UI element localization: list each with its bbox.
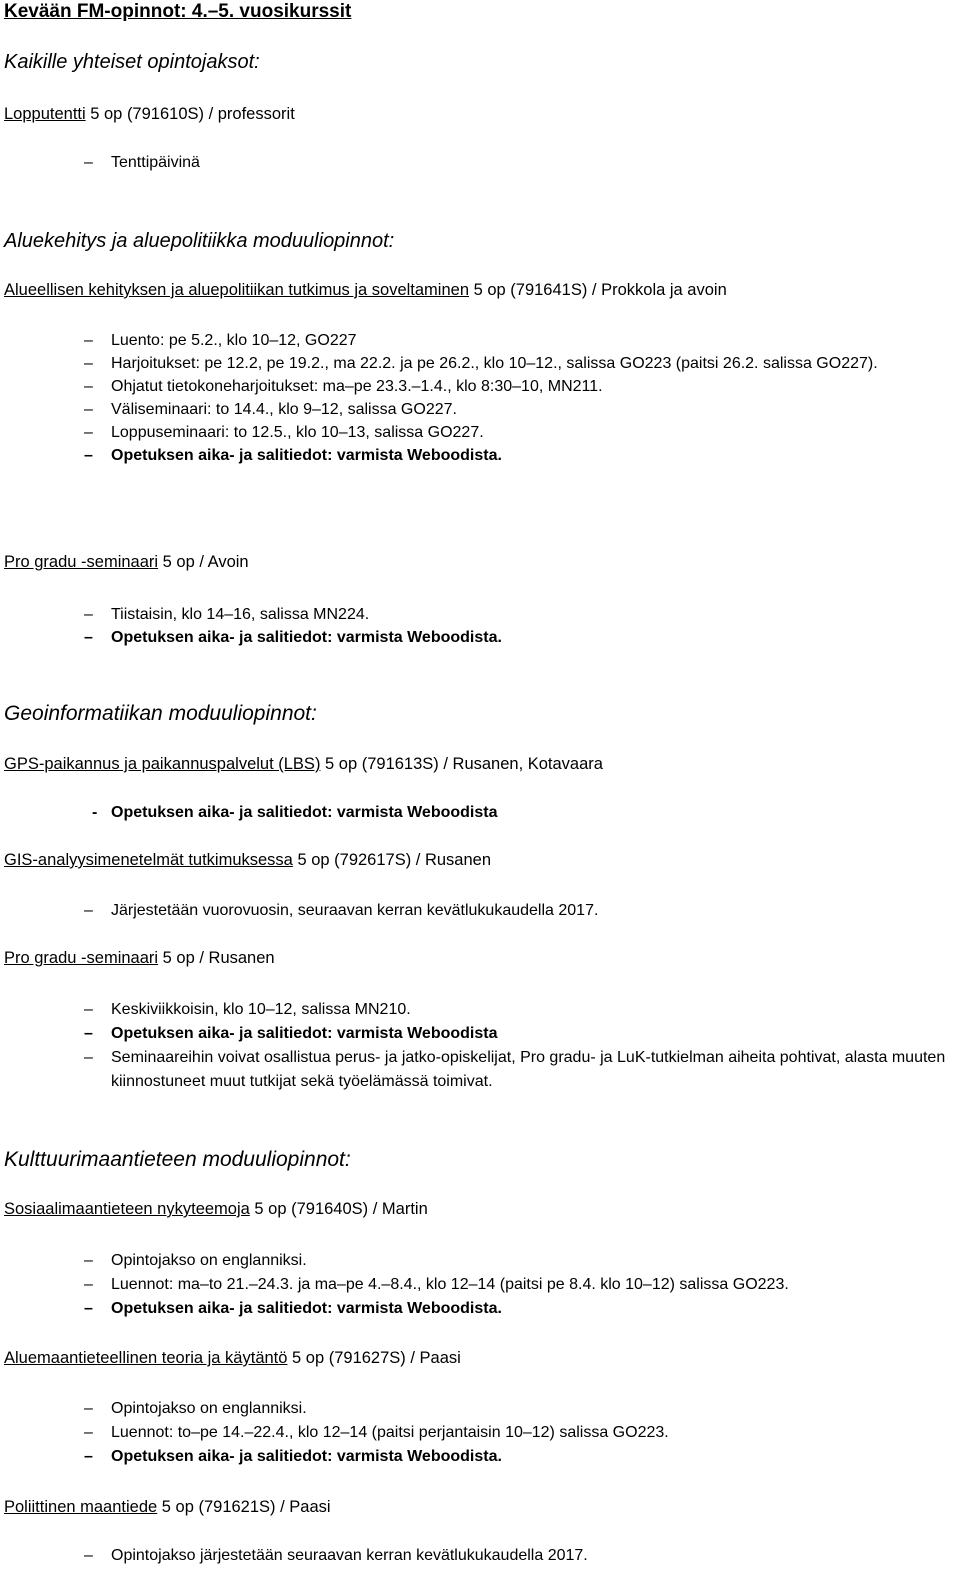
list-item: – Opintojakso järjestetään seuraavan kerran kevätlukukaudella 2017. [84, 1547, 588, 1564]
course-link-progradu-avoin[interactable]: Pro gradu -seminaari [4, 553, 159, 571]
list-item: – Luennot: to–pe 14.–22.4., klo 12–14 (paitsi perjantaisin 10–12) salissa GO223. [0, 1421, 669, 1445]
bullet-list-aluemaantiede [0, 1397, 669, 1469]
course-link-aluemaantiede[interactable]: Aluemaantieteellinen teoria ja käytäntö [4, 1349, 288, 1367]
dash-icon: – [84, 332, 93, 349]
course-link-gps[interactable]: GPS-paikannus ja paikannuspalvelut (LBS) [4, 755, 321, 773]
list-item: – Tenttipäivinä [84, 154, 200, 171]
list-item: – Loppuseminaari: to 12.5., klo 10–13, salissa GO227. [0, 421, 951, 444]
section-heading-kulttuurimaantiede: Kulttuurimaantieteen moduuliopinnot: [4, 1148, 351, 1171]
list-item: – Luennot: ma–to 21.–24.3. ja ma–pe 4.–8.4., klo 12–14 (paitsi pe 8.4. klo 10–12) salissa GO223. [0, 1273, 789, 1297]
course-aluemaantiede: Aluemaantieteellinen teoria ja käytäntö 5 op (791627S) / Paasi [4, 1349, 461, 1367]
list-item: – Väliseminaari: to 14.4., klo 9–12, salissa GO227. [0, 398, 951, 421]
bullet-list-lopputentti [0, 153, 200, 173]
list-item: – Seminaareihin voivat osallistua perus- ja jatko-opiskelijat, Pro gradu- ja LuK-tutkielman aiheita pohtivat, alasta muuten kiinnostuneet muut tutkijat sekä työelämässä toimivat. [0, 1046, 951, 1094]
list-item: – Järjestetään vuorovuosin, seuraavan kerran kevätlukukaudella 2017. [84, 902, 599, 919]
dash-icon: – [84, 1400, 93, 1417]
list-item: – Opetuksen aika- ja salitiedot: varmista Weboodista. [0, 1297, 789, 1321]
list-item: – Harjoitukset: pe 12.2, pe 19.2., ma 22.2. ja pe 26.2., klo 10–12., salissa GO223 (paitsi 26.2. salissa GO227). [0, 352, 951, 375]
bullet-list-gis [0, 901, 598, 921]
dash-icon: – [84, 902, 93, 919]
dash-icon: – [84, 424, 93, 441]
dash-icon: – [84, 1252, 93, 1269]
dash-icon: – [84, 1547, 93, 1564]
list-item: – Opetuksen aika- ja salitiedot: varmista Weboodista. [0, 444, 951, 467]
dash-icon: – [84, 1448, 93, 1465]
page-title: Kevään FM-opinnot: 4.–5. vuosikurssit [4, 1, 352, 22]
course-link-gis[interactable]: GIS-analyysimenetelmät tutkimuksessa [4, 851, 293, 869]
list-item: - Opetuksen aika- ja salitiedot: varmista Weboodista [92, 804, 498, 821]
section-heading-yhteiset: Kaikille yhteiset opintojaksot: [4, 51, 260, 73]
course-link-poliittinen[interactable]: Poliittinen maantiede [4, 1498, 158, 1516]
list-item: – Tiistaisin, klo 14–16, salissa MN224. [0, 603, 502, 626]
dash-icon: – [84, 355, 93, 372]
dash-icon: – [84, 629, 93, 646]
bullet-list-gps [0, 803, 497, 823]
section-heading-geoinformatiikka: Geoinformatiikan moduuliopinnot: [4, 702, 317, 725]
list-item: – Opintojakso on englanniksi. [0, 1249, 789, 1273]
dash-icon: – [84, 1049, 93, 1066]
bullet-list-aluepolitiikka [0, 329, 951, 467]
bullet-list-progradu-rusanen [0, 998, 951, 1094]
list-item: – Opintojakso on englanniksi. [0, 1397, 669, 1421]
dash-icon: – [84, 1300, 93, 1317]
list-item: – Ohjatut tietokoneharjoitukset: ma–pe 23.3.–1.4., klo 8:30–10, MN211. [0, 375, 951, 398]
course-sosiaalimaantiede: Sosiaalimaantieteen nykyteemoja 5 op (791640S) / Martin [4, 1200, 428, 1218]
dash-icon: – [84, 378, 93, 395]
list-item: – Opetuksen aika- ja salitiedot: varmista Weboodista [0, 1022, 951, 1046]
hyphen-icon: - [92, 804, 98, 821]
list-item: – Opetuksen aika- ja salitiedot: varmista Weboodista. [0, 626, 502, 649]
course-link-progradu-rusanen[interactable]: Pro gradu -seminaari [4, 949, 159, 967]
course-link-sosiaalimaantiede[interactable]: Sosiaalimaantieteen nykyteemoja [4, 1200, 250, 1218]
bullet-list-poliittinen [0, 1546, 588, 1566]
course-poliittinen: Poliittinen maantiede 5 op (791621S) / Paasi [4, 1498, 331, 1516]
list-item: – Keskiviikkoisin, klo 10–12, salissa MN210. [0, 998, 951, 1022]
dash-icon: – [84, 154, 93, 171]
section-heading-aluekehitys: Aluekehitys ja aluepolitiikka moduuliopinnot: [4, 230, 395, 252]
bullet-list-sosiaalimaantiede [0, 1249, 789, 1321]
list-item: – Luento: pe 5.2., klo 10–12, GO227 [0, 329, 951, 352]
course-aluepolitiikka: Alueellisen kehityksen ja aluepolitiikan tutkimus ja soveltaminen 5 op (791641S) / Prokkola ja avoin [4, 281, 727, 299]
dash-icon: – [84, 1424, 93, 1441]
dash-icon: – [84, 606, 93, 623]
course-lopputentti: Lopputentti 5 op (791610S) / professorit [4, 105, 295, 123]
course-link-lopputentti[interactable]: Lopputentti [4, 105, 86, 123]
dash-icon: – [84, 1001, 93, 1018]
course-gis: GIS-analyysimenetelmät tutkimuksessa 5 op (792617S) / Rusanen [4, 851, 491, 869]
dash-icon: – [84, 1025, 93, 1042]
dash-icon: – [84, 447, 93, 464]
list-item: – Opetuksen aika- ja salitiedot: varmista Weboodista. [0, 1445, 669, 1469]
dash-icon: – [84, 401, 93, 418]
bullet-list-progradu-avoin [0, 603, 502, 649]
course-gps: GPS-paikannus ja paikannuspalvelut (LBS) 5 op (791613S) / Rusanen, Kotavaara [4, 755, 603, 773]
dash-icon: – [84, 1276, 93, 1293]
course-progradu-rusanen: Pro gradu -seminaari 5 op / Rusanen [4, 949, 275, 967]
course-progradu-avoin: Pro gradu -seminaari 5 op / Avoin [4, 553, 249, 571]
course-link-aluepolitiikka[interactable]: Alueellisen kehityksen ja aluepolitiikan tutkimus ja soveltaminen [4, 281, 469, 299]
